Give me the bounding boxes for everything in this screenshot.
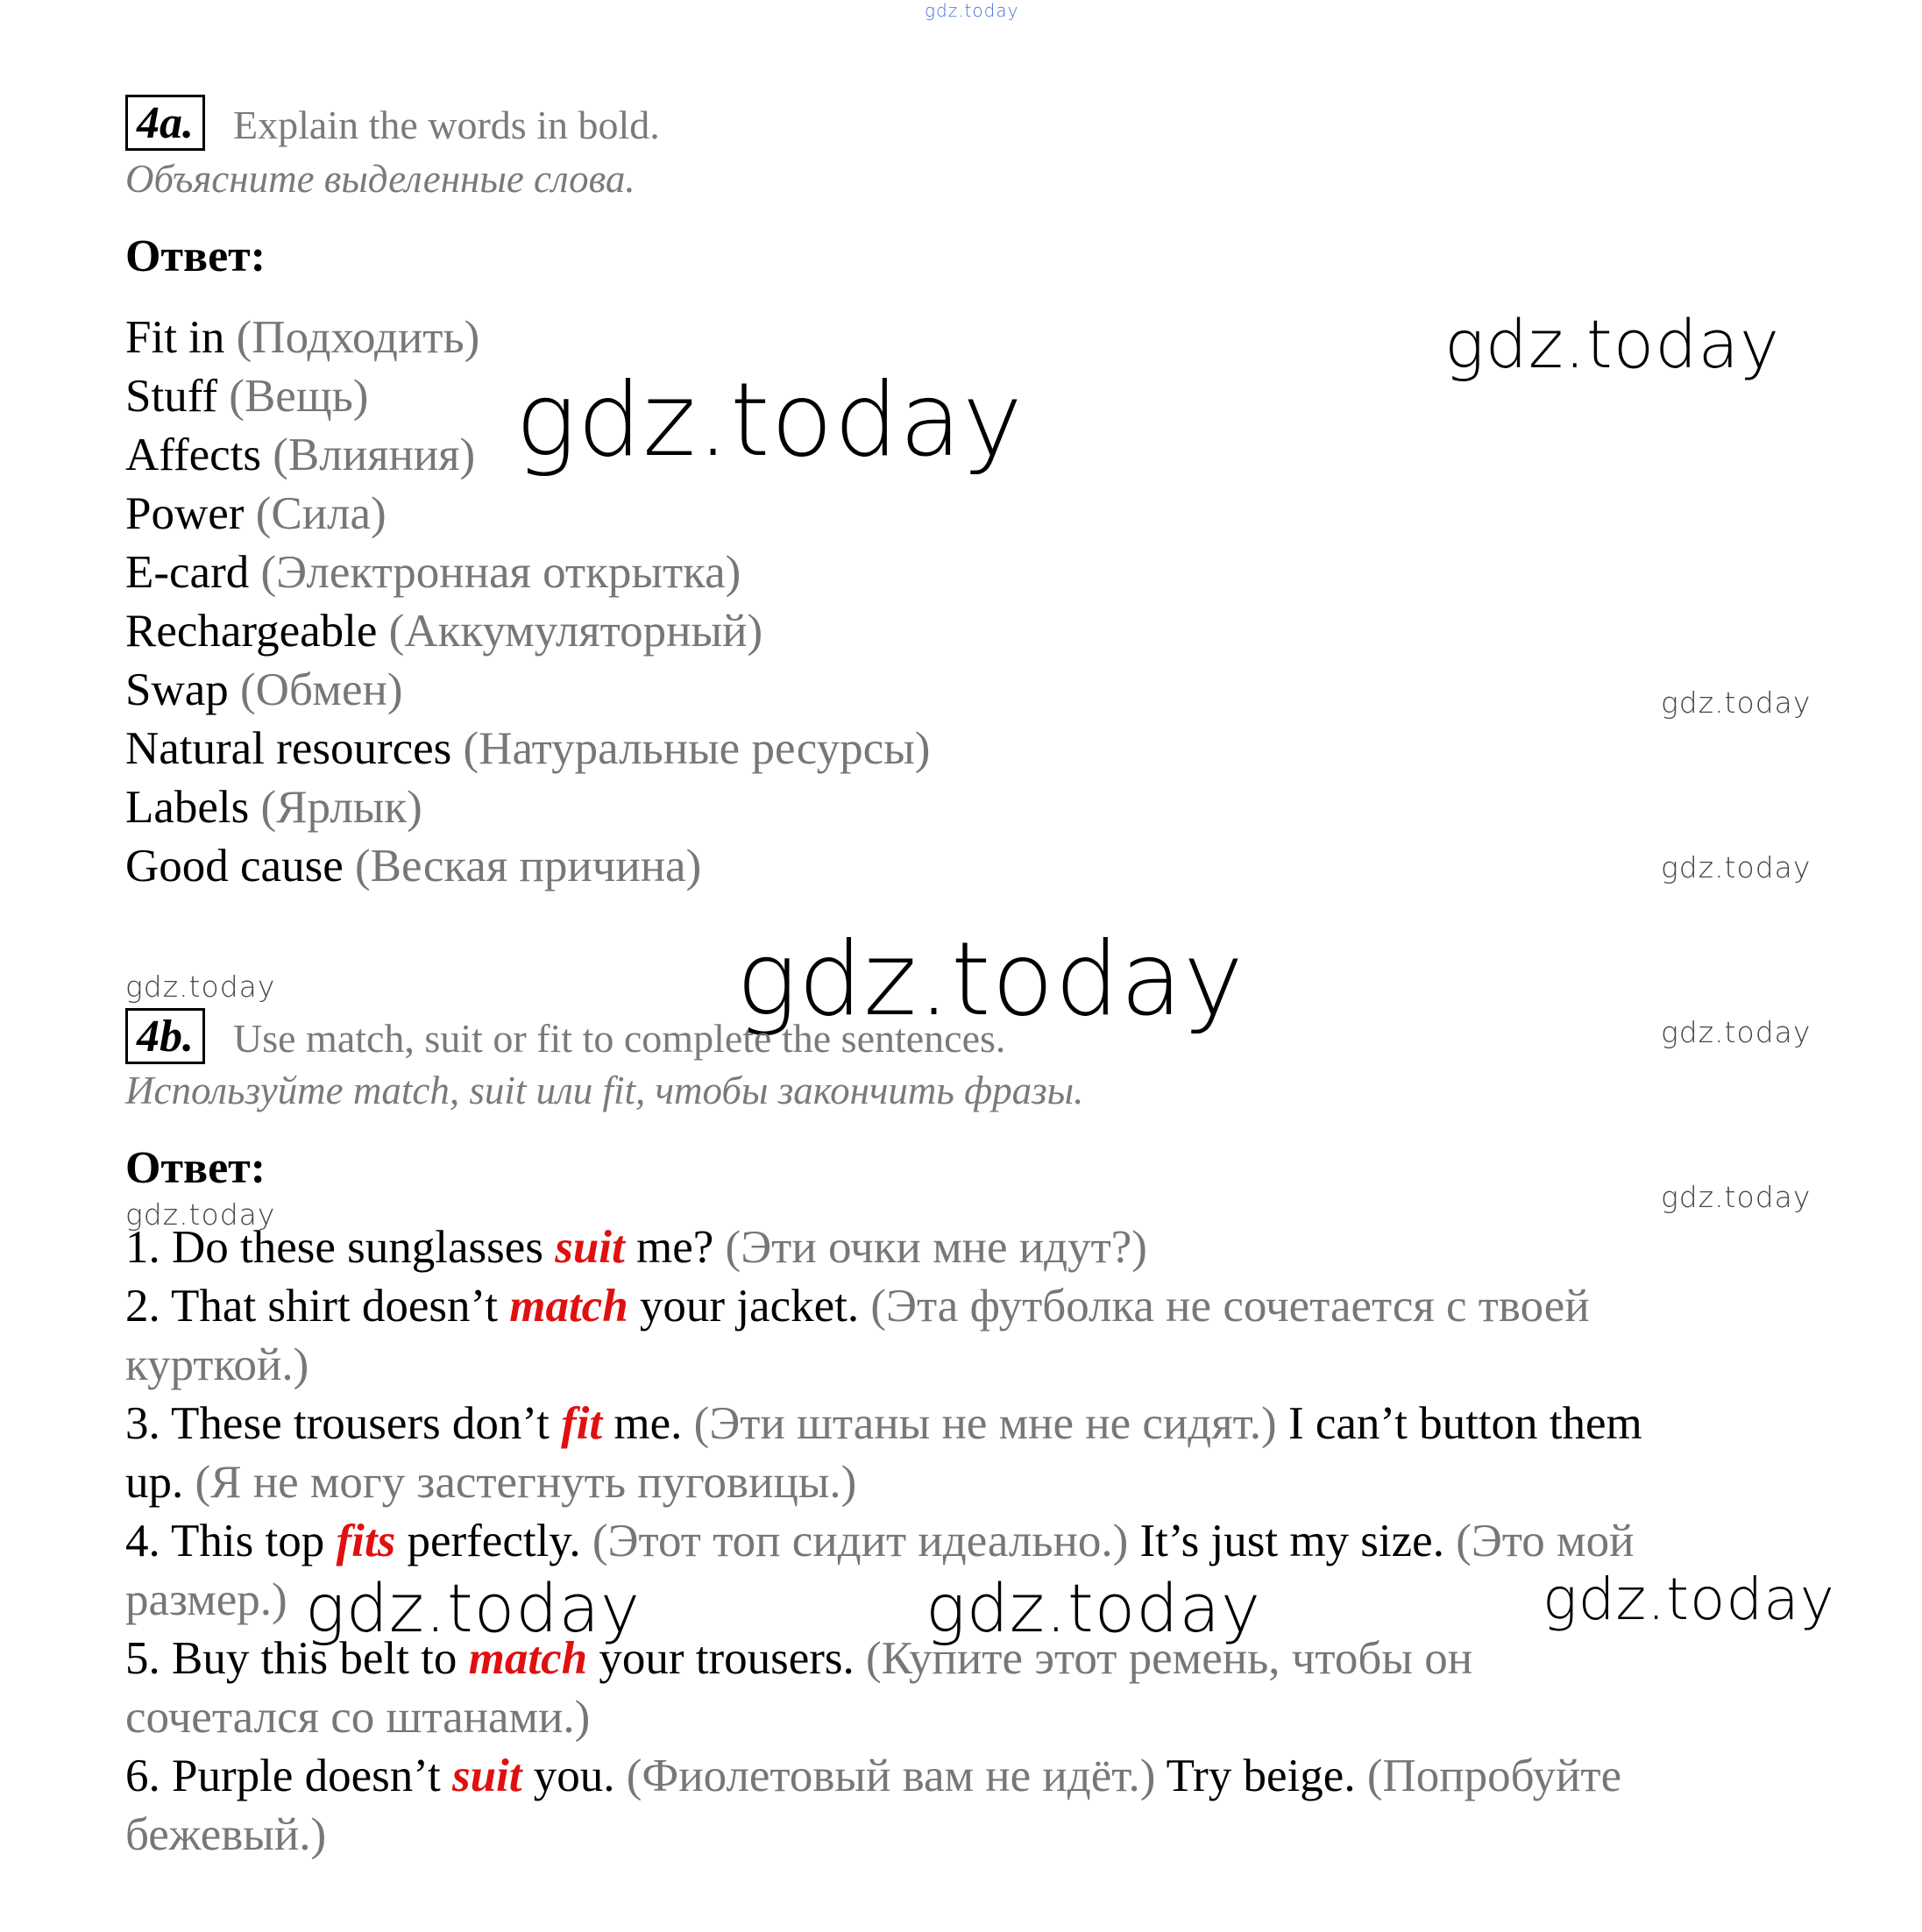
vocab-item: Labels (Ярлык) <box>125 782 422 833</box>
task-b-instruction-en: Use match, suit or fit to complete the sentences. <box>233 1016 1006 1061</box>
answer-word: suit <box>451 1751 522 1801</box>
vocab-item: Natural resources (Натуральные ресурсы) <box>125 723 931 774</box>
task-b-instruction-ru: Используйте match, suit или fit, чтобы закончить фразы. <box>125 1069 1084 1112</box>
watermark: gdz.today <box>305 1569 641 1647</box>
vocab-item: Stuff (Вещь) <box>125 371 369 422</box>
task-b-answer-heading: Ответ: <box>125 1143 266 1193</box>
task-number-4b: 4b. <box>125 1008 205 1064</box>
watermark-top: gdz.today <box>925 0 1019 21</box>
vocab-item: Affects (Влияния) <box>125 430 476 480</box>
watermark: gdz.today <box>125 970 276 1004</box>
task-a-instruction-en: Explain the words in bold. <box>233 103 660 147</box>
vocab-item: Swap (Обмен) <box>125 664 403 715</box>
answer-line: 3. These trousers don’t fit me. (Эти штаны не мне не сидят.) I can’t button them <box>125 1398 1642 1449</box>
answer-line: 5. Buy this belt to match your trousers. (Купите этот ремень, чтобы он <box>125 1633 1473 1684</box>
answer-line-continued: курткой.) <box>125 1339 309 1390</box>
watermark: gdz.today <box>515 361 1024 479</box>
task-number-4a: 4a. <box>125 95 205 151</box>
answer-line: 2. That shirt doesn’t match your jacket. (Эта футболка не сочетается с твоей <box>125 1281 1590 1332</box>
watermark: gdz.today <box>1543 1566 1835 1633</box>
answer-line-continued: сочетался со штанами.) <box>125 1692 591 1743</box>
answer-line: 1. Do these sunglasses suit me? (Эти очки мне идут?) <box>125 1222 1147 1273</box>
watermark: gdz.today <box>1661 1180 1812 1214</box>
answers-list <box>125 1218 1642 1865</box>
answer-word: match <box>468 1633 588 1684</box>
answer-line-continued: размер.) <box>125 1574 287 1625</box>
answer-word: match <box>509 1281 628 1332</box>
watermark: gdz.today <box>736 920 1245 1039</box>
watermark: gdz.today <box>1661 685 1812 720</box>
answer-line-continued: бежевый.) <box>125 1809 327 1860</box>
vocab-item: E-card (Электронная открытка) <box>125 547 741 598</box>
answer-line-continued: up. (Я не могу застегнуть пуговицы.) <box>125 1457 857 1508</box>
watermark: gdz.today <box>125 1197 276 1232</box>
vocab-item: Rechargeable (Аккумуляторный) <box>125 606 763 657</box>
task-a-instruction-ru: Объясните выделенные слова. <box>125 157 635 201</box>
answer-line: 6. Purple doesn’t suit you. (Фиолетовый вам не идёт.) Try beige. (Попробуйте <box>125 1751 1622 1801</box>
vocab-item: Power (Сила) <box>125 488 387 539</box>
answer-word: suit <box>555 1222 625 1273</box>
task-a-answer-heading: Ответ: <box>125 231 266 281</box>
answer-word: fits <box>336 1516 396 1566</box>
watermark: gdz.today <box>1661 1015 1812 1049</box>
vocab-item: Fit in (Подходить) <box>125 312 480 363</box>
watermark: gdz.today <box>926 1569 1261 1647</box>
watermark: gdz.today <box>1444 305 1780 383</box>
answer-line: 4. This top fits perfectly. (Этот топ сидит идеально.) It’s just my size. (Это мой <box>125 1516 1635 1566</box>
vocab-item: Good cause (Веская причина) <box>125 841 702 891</box>
watermark: gdz.today <box>1661 850 1812 884</box>
answer-word: fit <box>561 1398 603 1449</box>
